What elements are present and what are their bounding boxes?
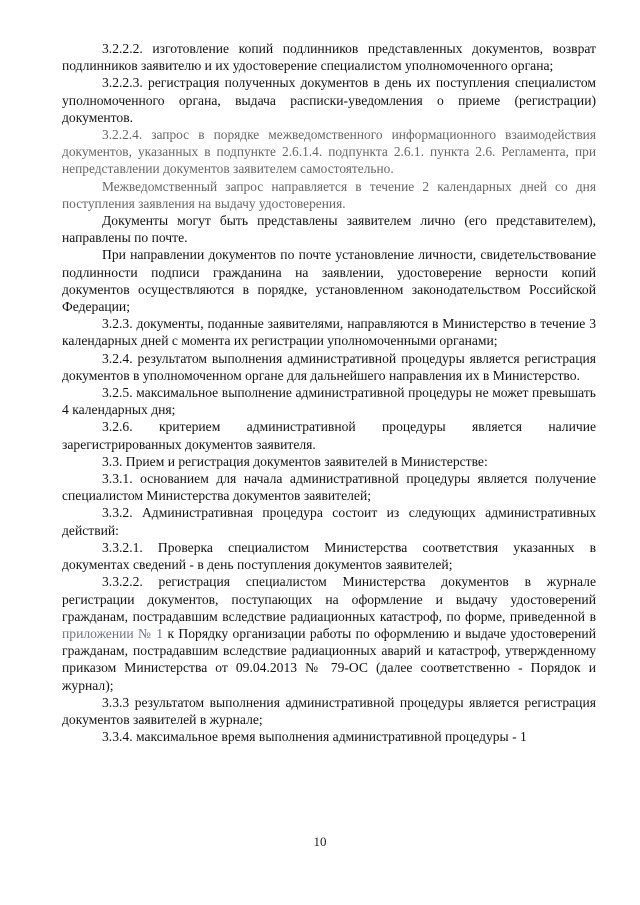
page-number: 10 (313, 834, 327, 849)
paragraph-3-2-3: 3.2.3. документы, поданные заявителями, направляются в Министерство в течение 3 календарных дней с момента их регистрации уполномоченными органами; (62, 316, 596, 349)
paragraph-3-2-5: 3.2.5. максимальное выполнение административной процедуры не может превышать 4 календарных дня; (62, 385, 596, 418)
paragraph-3-2-2-4: 3.2.2.4. запрос в порядке межведомственного информационного взаимодействия документов, указанных в подпункте 2.6.1.4. подпункта 2.6.1. пункта 2.6. Регламента, при непредставлении документов заявителем самостоятельно. (62, 127, 596, 177)
paragraph-3-3-1: 3.3.1. основанием для начала административной процедуры является получение специалистом Министерства документов заявителей; (62, 471, 596, 504)
paragraph-3-2-6: 3.2.6. критерием административной процедуры является наличие зарегистрированных документов заявителя. (62, 419, 596, 452)
document-page (62, 40, 596, 745)
paragraph-3-3-4: 3.3.4. максимальное время выполнения административной процедуры - 1 (102, 729, 527, 745)
paragraph-3-3-2: 3.3.2. Административная процедура состоит из следующих административных действий: (62, 505, 596, 538)
paragraph-3-3-2-1: 3.3.2.1. Проверка специалистом Министерства соответствия указанных в документах сведений - в день поступления документов заявителей; (62, 539, 596, 573)
paragraph-3-3-2-2-text-after: к Порядку организации работы по оформлению и выдаче удостоверений гражданам, пострадавшим вследствие радиационных аварий и катастроф, утвержденному приказом Министерства от 09.04.2013 № 79-ОС (далее соответственно - Порядок и журнал); (62, 625, 596, 693)
paragraph-postal-submission: При направлении документов по почте установление личности, свидетельствование подлинности подписи гражданина на заявлении, удостоверение верности копий документов осуществляются в порядке, установленном законодательством Российской Федерации; (62, 247, 596, 315)
paragraph-3-3-2-2 (62, 573, 596, 693)
paragraph-3-3: 3.3. Прием и регистрация документов заявителей в Министерстве: (102, 453, 488, 469)
appendix-1-link[interactable]: приложении № 1 (62, 625, 164, 641)
paragraph-3-3-2-2-text-before: 3.3.2.2. регистрация специалистом Министерства документов в журнале регистрации документов, поступающих на оформление и выдачу удостоверений гражданам, пострадавшим вследствие радиационных катастроф, по форме, приведенной в (62, 574, 596, 624)
paragraph-interagency-request: Межведомственный запрос направляется в течение 2 календарных дней со дня поступления заявления на выдачу удостоверения. (62, 178, 596, 211)
paragraph-3-2-2-2: 3.2.2.2. изготовление копий подлинников представленных документов, возврат подлинников заявителю и их удостоверение специалистом уполномоченного органа; (62, 41, 596, 74)
paragraph-3-3-3: 3.3.3 результатом выполнения административной процедуры является регистрация документов заявителей в журнале; (62, 694, 596, 727)
paragraph-documents-submission: Документы могут быть представлены заявителем лично (его представителем), направлены по почте. (62, 213, 596, 246)
paragraph-3-2-4: 3.2.4. результатом выполнения административной процедуры является регистрация документов в уполномоченном органе для дальнейшего направления их в Министерство. (62, 350, 596, 383)
paragraph-3-2-2-3: 3.2.2.3. регистрация полученных документов в день их поступления специалистом уполномоченного органа, выдача расписки-уведомления о приеме (регистрации) документов. (62, 75, 596, 125)
